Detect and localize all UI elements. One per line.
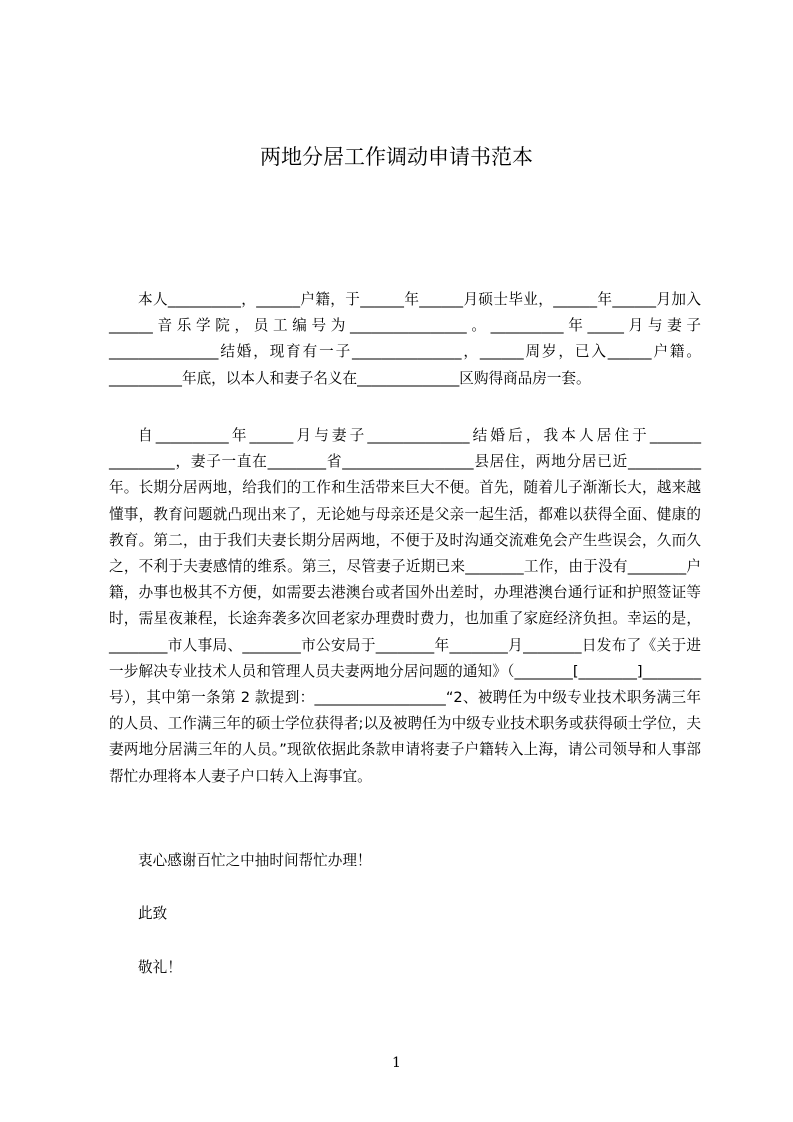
page-title: 两地分居工作调动申请书范本	[260, 145, 533, 169]
closing-salutation: 此致	[138, 905, 168, 922]
page-number: 1	[392, 1055, 401, 1071]
paragraph-personal-info: 本人__________，______户籍，于______年______月硕士毕业，______年______月加入______音乐学院，员工编号为________________。__________年_____月与妻子_______________结婚，现育有一子_______________，______周岁，已入______户籍。__________年底，以本人和妻子名义在______________区购得商品房一套。	[109, 291, 701, 387]
paragraph-request-reason: 自__________年______月与妻子______________结婚后，我本人居住于_______ _________，妻子一直在________省__________________县居住，两地分居已近__________年。长期分居两地，给我们的工作和生活带来巨大不便。首先，随着儿子渐渐长大，越来越懂事，教育问题就凸现出来了，无论她与母亲还是父亲一起生活，都难以获得全面、健康的教育。第二，由于我们夫妻长期分居两地，不便于及时沟通交流难免会产生些误会，久而久之，不利于夫妻感情的维系。第三，尽管妻子近期已来________工作，由于没有________户籍，办事也极其不方便，如需要去港澳台或者国外出差时，办理港澳台通行证和护照签证等时，需星夜兼程，长途奔袭多次回老家办理费时费力，也加重了家庭经济负担。幸运的是，________市人事局、________市公安局于________年________月________日发布了《关于进一步解决专业技术人员和管理人员夫妻两地分居问题的通知》（________[________]________号），其中第一条第 2 款提到：__________________“2、被聘任为中级专业技术职务满三年的人员、工作满三年的硕士学位获得者;以及被聘任为中级专业技术职务或获得硕士学位，夫妻两地分居满三年的人员。”现欲依据此条款申请将妻子户籍转入上海，请公司领导和人事部帮忙办理将本人妻子户口转入上海事宜。	[109, 427, 701, 785]
closing-regards: 敬礼！	[138, 959, 182, 976]
closing-thanks: 衷心感谢百忙之中抽时间帮忙办理！	[138, 852, 372, 869]
